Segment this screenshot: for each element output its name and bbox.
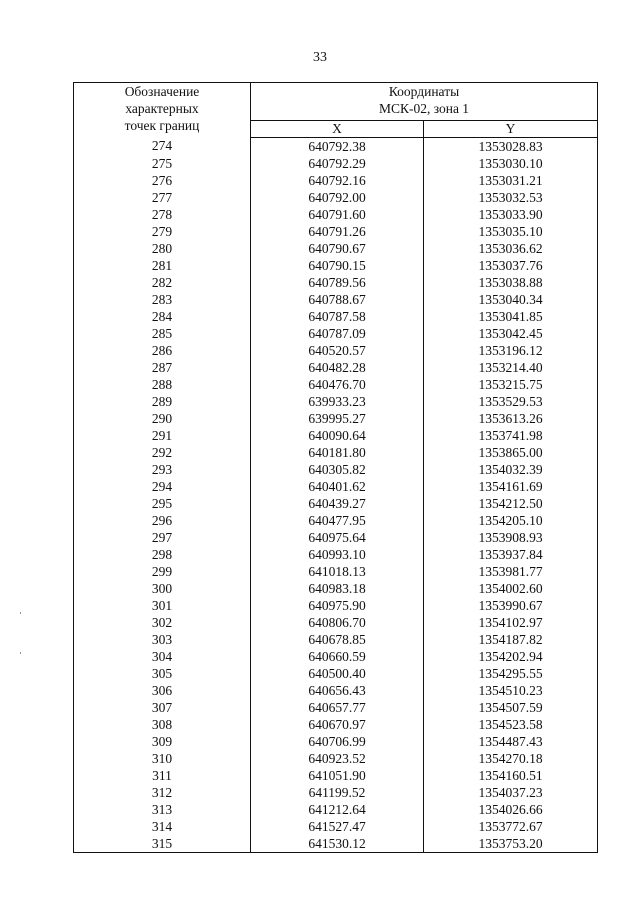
header-point-line: Обозначение: [124, 84, 200, 99]
cell-point: 288: [74, 376, 251, 393]
cell-y: 1353908.93: [424, 529, 598, 546]
cell-y: 1354510.23: [424, 682, 598, 699]
scan-speck: [20, 612, 21, 614]
cell-x: 640923.52: [251, 750, 424, 767]
header-coordinates-label: [251, 83, 598, 121]
cell-y: 1353036.62: [424, 240, 598, 257]
cell-point: 308: [74, 716, 251, 733]
cell-y: 1353041.85: [424, 308, 598, 325]
cell-x: 640792.00: [251, 189, 424, 206]
cell-point: 305: [74, 665, 251, 682]
cell-point: 303: [74, 631, 251, 648]
table-row: [74, 461, 598, 478]
cell-point: 276: [74, 172, 251, 189]
cell-point: 296: [74, 512, 251, 529]
table-row: [74, 393, 598, 410]
table-row: [74, 325, 598, 342]
cell-y: 1354270.18: [424, 750, 598, 767]
cell-x: 640792.16: [251, 172, 424, 189]
cell-x: 640787.58: [251, 308, 424, 325]
cell-y: 1354002.60: [424, 580, 598, 597]
cell-x: 639933.23: [251, 393, 424, 410]
cell-point: 300: [74, 580, 251, 597]
table-row: [74, 206, 598, 223]
table-row: [74, 240, 598, 257]
table-row: [74, 784, 598, 801]
cell-x: 640482.28: [251, 359, 424, 376]
cell-point: 283: [74, 291, 251, 308]
cell-x: 640792.38: [251, 137, 424, 155]
table-row: [74, 257, 598, 274]
cell-y: 1353031.21: [424, 172, 598, 189]
cell-point: 307: [74, 699, 251, 716]
table-row: [74, 410, 598, 427]
cell-y: 1354487.43: [424, 733, 598, 750]
table-row: [74, 291, 598, 308]
cell-point: 282: [74, 274, 251, 291]
header-point-line: характерных: [125, 101, 199, 116]
cell-x: 641199.52: [251, 784, 424, 801]
coordinates-table: [73, 82, 598, 853]
cell-x: 641530.12: [251, 835, 424, 853]
cell-y: 1353865.00: [424, 444, 598, 461]
table-header: [74, 83, 598, 138]
cell-y: 1354205.10: [424, 512, 598, 529]
table-row: [74, 376, 598, 393]
cell-point: 278: [74, 206, 251, 223]
cell-y: 1354202.94: [424, 648, 598, 665]
cell-y: 1354037.23: [424, 784, 598, 801]
cell-y: 1353196.12: [424, 342, 598, 359]
header-coordinates-line: МСК-02, зона 1: [378, 101, 470, 116]
cell-x: 640983.18: [251, 580, 424, 597]
table-row: [74, 478, 598, 495]
table-row: [74, 359, 598, 376]
cell-point: 306: [74, 682, 251, 699]
table-row: [74, 733, 598, 750]
table-row: [74, 427, 598, 444]
cell-x: 640706.99: [251, 733, 424, 750]
cell-point: 290: [74, 410, 251, 427]
cell-x: 640806.70: [251, 614, 424, 631]
cell-point: 286: [74, 342, 251, 359]
cell-x: 641527.47: [251, 818, 424, 835]
cell-x: 639995.27: [251, 410, 424, 427]
cell-x: 640401.62: [251, 478, 424, 495]
cell-x: 640789.56: [251, 274, 424, 291]
header-point-label: [74, 83, 251, 138]
table-row: [74, 580, 598, 597]
cell-x: 640792.29: [251, 155, 424, 172]
table-row: [74, 172, 598, 189]
cell-x: 640787.09: [251, 325, 424, 342]
cell-x: 640657.77: [251, 699, 424, 716]
cell-y: 1353937.84: [424, 546, 598, 563]
cell-point: 295: [74, 495, 251, 512]
table-row: [74, 308, 598, 325]
cell-point: 280: [74, 240, 251, 257]
header-y: Y: [424, 121, 598, 137]
table-row: [74, 801, 598, 818]
cell-point: 287: [74, 359, 251, 376]
table-row: [74, 223, 598, 240]
cell-y: 1354523.58: [424, 716, 598, 733]
table-row: [74, 563, 598, 580]
header-coordinates-line: Координаты: [388, 84, 460, 99]
cell-point: 289: [74, 393, 251, 410]
cell-point: 315: [74, 835, 251, 853]
cell-point: 281: [74, 257, 251, 274]
cell-y: 1353772.67: [424, 818, 598, 835]
cell-point: 314: [74, 818, 251, 835]
cell-point: 311: [74, 767, 251, 784]
cell-y: 1353040.34: [424, 291, 598, 308]
cell-point: 297: [74, 529, 251, 546]
cell-point: 301: [74, 597, 251, 614]
cell-point: 309: [74, 733, 251, 750]
table-row: [74, 597, 598, 614]
cell-x: 640520.57: [251, 342, 424, 359]
table-row: [74, 648, 598, 665]
cell-y: 1354161.69: [424, 478, 598, 495]
table-row: [74, 137, 598, 155]
table-row: [74, 529, 598, 546]
cell-y: 1354102.97: [424, 614, 598, 631]
cell-x: 640476.70: [251, 376, 424, 393]
cell-y: 1353030.10: [424, 155, 598, 172]
header-point-line: точек границ: [124, 118, 200, 133]
cell-point: 299: [74, 563, 251, 580]
cell-x: 640477.95: [251, 512, 424, 529]
table-row: [74, 716, 598, 733]
cell-x: 640678.85: [251, 631, 424, 648]
cell-point: 294: [74, 478, 251, 495]
cell-y: 1354295.55: [424, 665, 598, 682]
table-row: [74, 699, 598, 716]
cell-x: 640791.60: [251, 206, 424, 223]
table-row: [74, 189, 598, 206]
cell-point: 298: [74, 546, 251, 563]
page-number: 33: [313, 50, 327, 65]
cell-y: 1354187.82: [424, 631, 598, 648]
cell-x: 640788.67: [251, 291, 424, 308]
table-row: [74, 512, 598, 529]
cell-y: 1353613.26: [424, 410, 598, 427]
table-row: [74, 682, 598, 699]
table-row: [74, 767, 598, 784]
cell-x: 640656.43: [251, 682, 424, 699]
cell-point: 274: [74, 137, 251, 155]
cell-x: 640500.40: [251, 665, 424, 682]
cell-point: 313: [74, 801, 251, 818]
table-row: [74, 631, 598, 648]
cell-y: 1354160.51: [424, 767, 598, 784]
cell-y: 1353028.83: [424, 137, 598, 155]
table-row: [74, 444, 598, 461]
cell-point: 293: [74, 461, 251, 478]
cell-y: 1353033.90: [424, 206, 598, 223]
table-row: [74, 342, 598, 359]
cell-y: 1353037.76: [424, 257, 598, 274]
header-x: X: [251, 121, 424, 137]
cell-point: 275: [74, 155, 251, 172]
cell-y: 1353215.75: [424, 376, 598, 393]
table-row: [74, 546, 598, 563]
table-body: [74, 137, 598, 852]
cell-point: 302: [74, 614, 251, 631]
table-row: [74, 818, 598, 835]
scan-speck: [20, 652, 21, 654]
cell-x: 640090.64: [251, 427, 424, 444]
cell-point: 310: [74, 750, 251, 767]
cell-y: 1353741.98: [424, 427, 598, 444]
table-row: [74, 665, 598, 682]
cell-x: 641212.64: [251, 801, 424, 818]
cell-y: 1353032.53: [424, 189, 598, 206]
cell-y: 1353035.10: [424, 223, 598, 240]
cell-x: 640791.26: [251, 223, 424, 240]
cell-x: 640305.82: [251, 461, 424, 478]
cell-y: 1354212.50: [424, 495, 598, 512]
table-row: [74, 274, 598, 291]
cell-y: 1353042.45: [424, 325, 598, 342]
cell-y: 1353038.88: [424, 274, 598, 291]
cell-y: 1354032.39: [424, 461, 598, 478]
cell-y: 1353981.77: [424, 563, 598, 580]
cell-point: 279: [74, 223, 251, 240]
cell-x: 640439.27: [251, 495, 424, 512]
table-row: [74, 155, 598, 172]
cell-x: 640790.15: [251, 257, 424, 274]
cell-x: 640975.64: [251, 529, 424, 546]
cell-x: 641018.13: [251, 563, 424, 580]
cell-x: 640670.97: [251, 716, 424, 733]
table-row: [74, 750, 598, 767]
cell-y: 1353990.67: [424, 597, 598, 614]
cell-y: 1353753.20: [424, 835, 598, 853]
cell-x: 640181.80: [251, 444, 424, 461]
cell-x: 640975.90: [251, 597, 424, 614]
table-row: [74, 835, 598, 853]
cell-point: 291: [74, 427, 251, 444]
cell-y: 1354507.59: [424, 699, 598, 716]
cell-point: 284: [74, 308, 251, 325]
cell-x: 640993.10: [251, 546, 424, 563]
cell-point: 277: [74, 189, 251, 206]
cell-x: 640790.67: [251, 240, 424, 257]
cell-y: 1353529.53: [424, 393, 598, 410]
cell-x: 640660.59: [251, 648, 424, 665]
table-row: [74, 495, 598, 512]
cell-y: 1353214.40: [424, 359, 598, 376]
cell-point: 304: [74, 648, 251, 665]
cell-y: 1354026.66: [424, 801, 598, 818]
cell-point: 312: [74, 784, 251, 801]
table-row: [74, 614, 598, 631]
cell-point: 292: [74, 444, 251, 461]
cell-point: 285: [74, 325, 251, 342]
cell-x: 641051.90: [251, 767, 424, 784]
